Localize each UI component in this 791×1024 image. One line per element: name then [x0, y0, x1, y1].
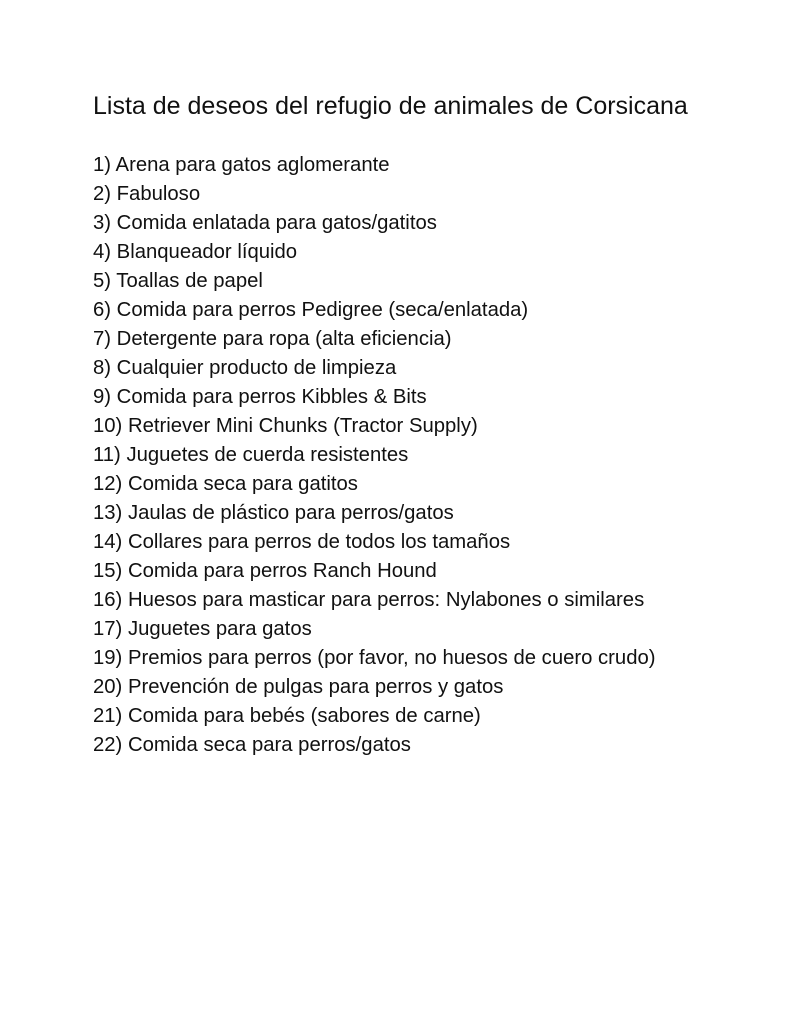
list-item: 6) Comida para perros Pedigree (seca/enlatada)	[93, 299, 529, 321]
list-item: 22) Comida seca para perros/gatos	[93, 734, 411, 756]
list-item: 7) Detergente para ropa (alta eficiencia)	[93, 328, 452, 350]
list-item: 2) Fabuloso	[93, 183, 201, 205]
list-item: 21) Comida para bebés (sabores de carne)	[93, 705, 481, 727]
list-item: 12) Comida seca para gatitos	[93, 473, 358, 495]
list-item: 3) Comida enlatada para gatos/gatitos	[93, 212, 437, 234]
list-item: 13) Jaulas de plástico para perros/gatos	[93, 502, 454, 524]
list-item: 1) Arena para gatos aglomerante	[93, 154, 390, 176]
list-item: 14) Collares para perros de todos los tamaños	[93, 531, 511, 553]
list-item: 10) Retriever Mini Chunks (Tractor Supply)	[93, 415, 478, 437]
list-item: 4) Blanqueador líquido	[93, 241, 298, 263]
list-item: 9) Comida para perros Kibbles & Bits	[93, 386, 427, 408]
list-item: 15) Comida para perros Ranch Hound	[93, 560, 437, 582]
document-title: Lista de deseos del refugio de animales de Corsicana	[93, 92, 688, 120]
list-item: 8) Cualquier producto de limpieza	[93, 357, 397, 379]
list-item: 5) Toallas de papel	[93, 270, 263, 292]
list-item: 20) Prevención de pulgas para perros y gatos	[93, 676, 504, 698]
list-item: 16) Huesos para masticar para perros: Nylabones o similares	[93, 589, 645, 611]
list-item: 19) Premios para perros (por favor, no huesos de cuero crudo)	[93, 647, 656, 669]
list-item: 11) Juguetes de cuerda resistentes	[93, 444, 409, 466]
wishlist	[93, 151, 678, 760]
list-item: 17) Juguetes para gatos	[93, 618, 312, 640]
